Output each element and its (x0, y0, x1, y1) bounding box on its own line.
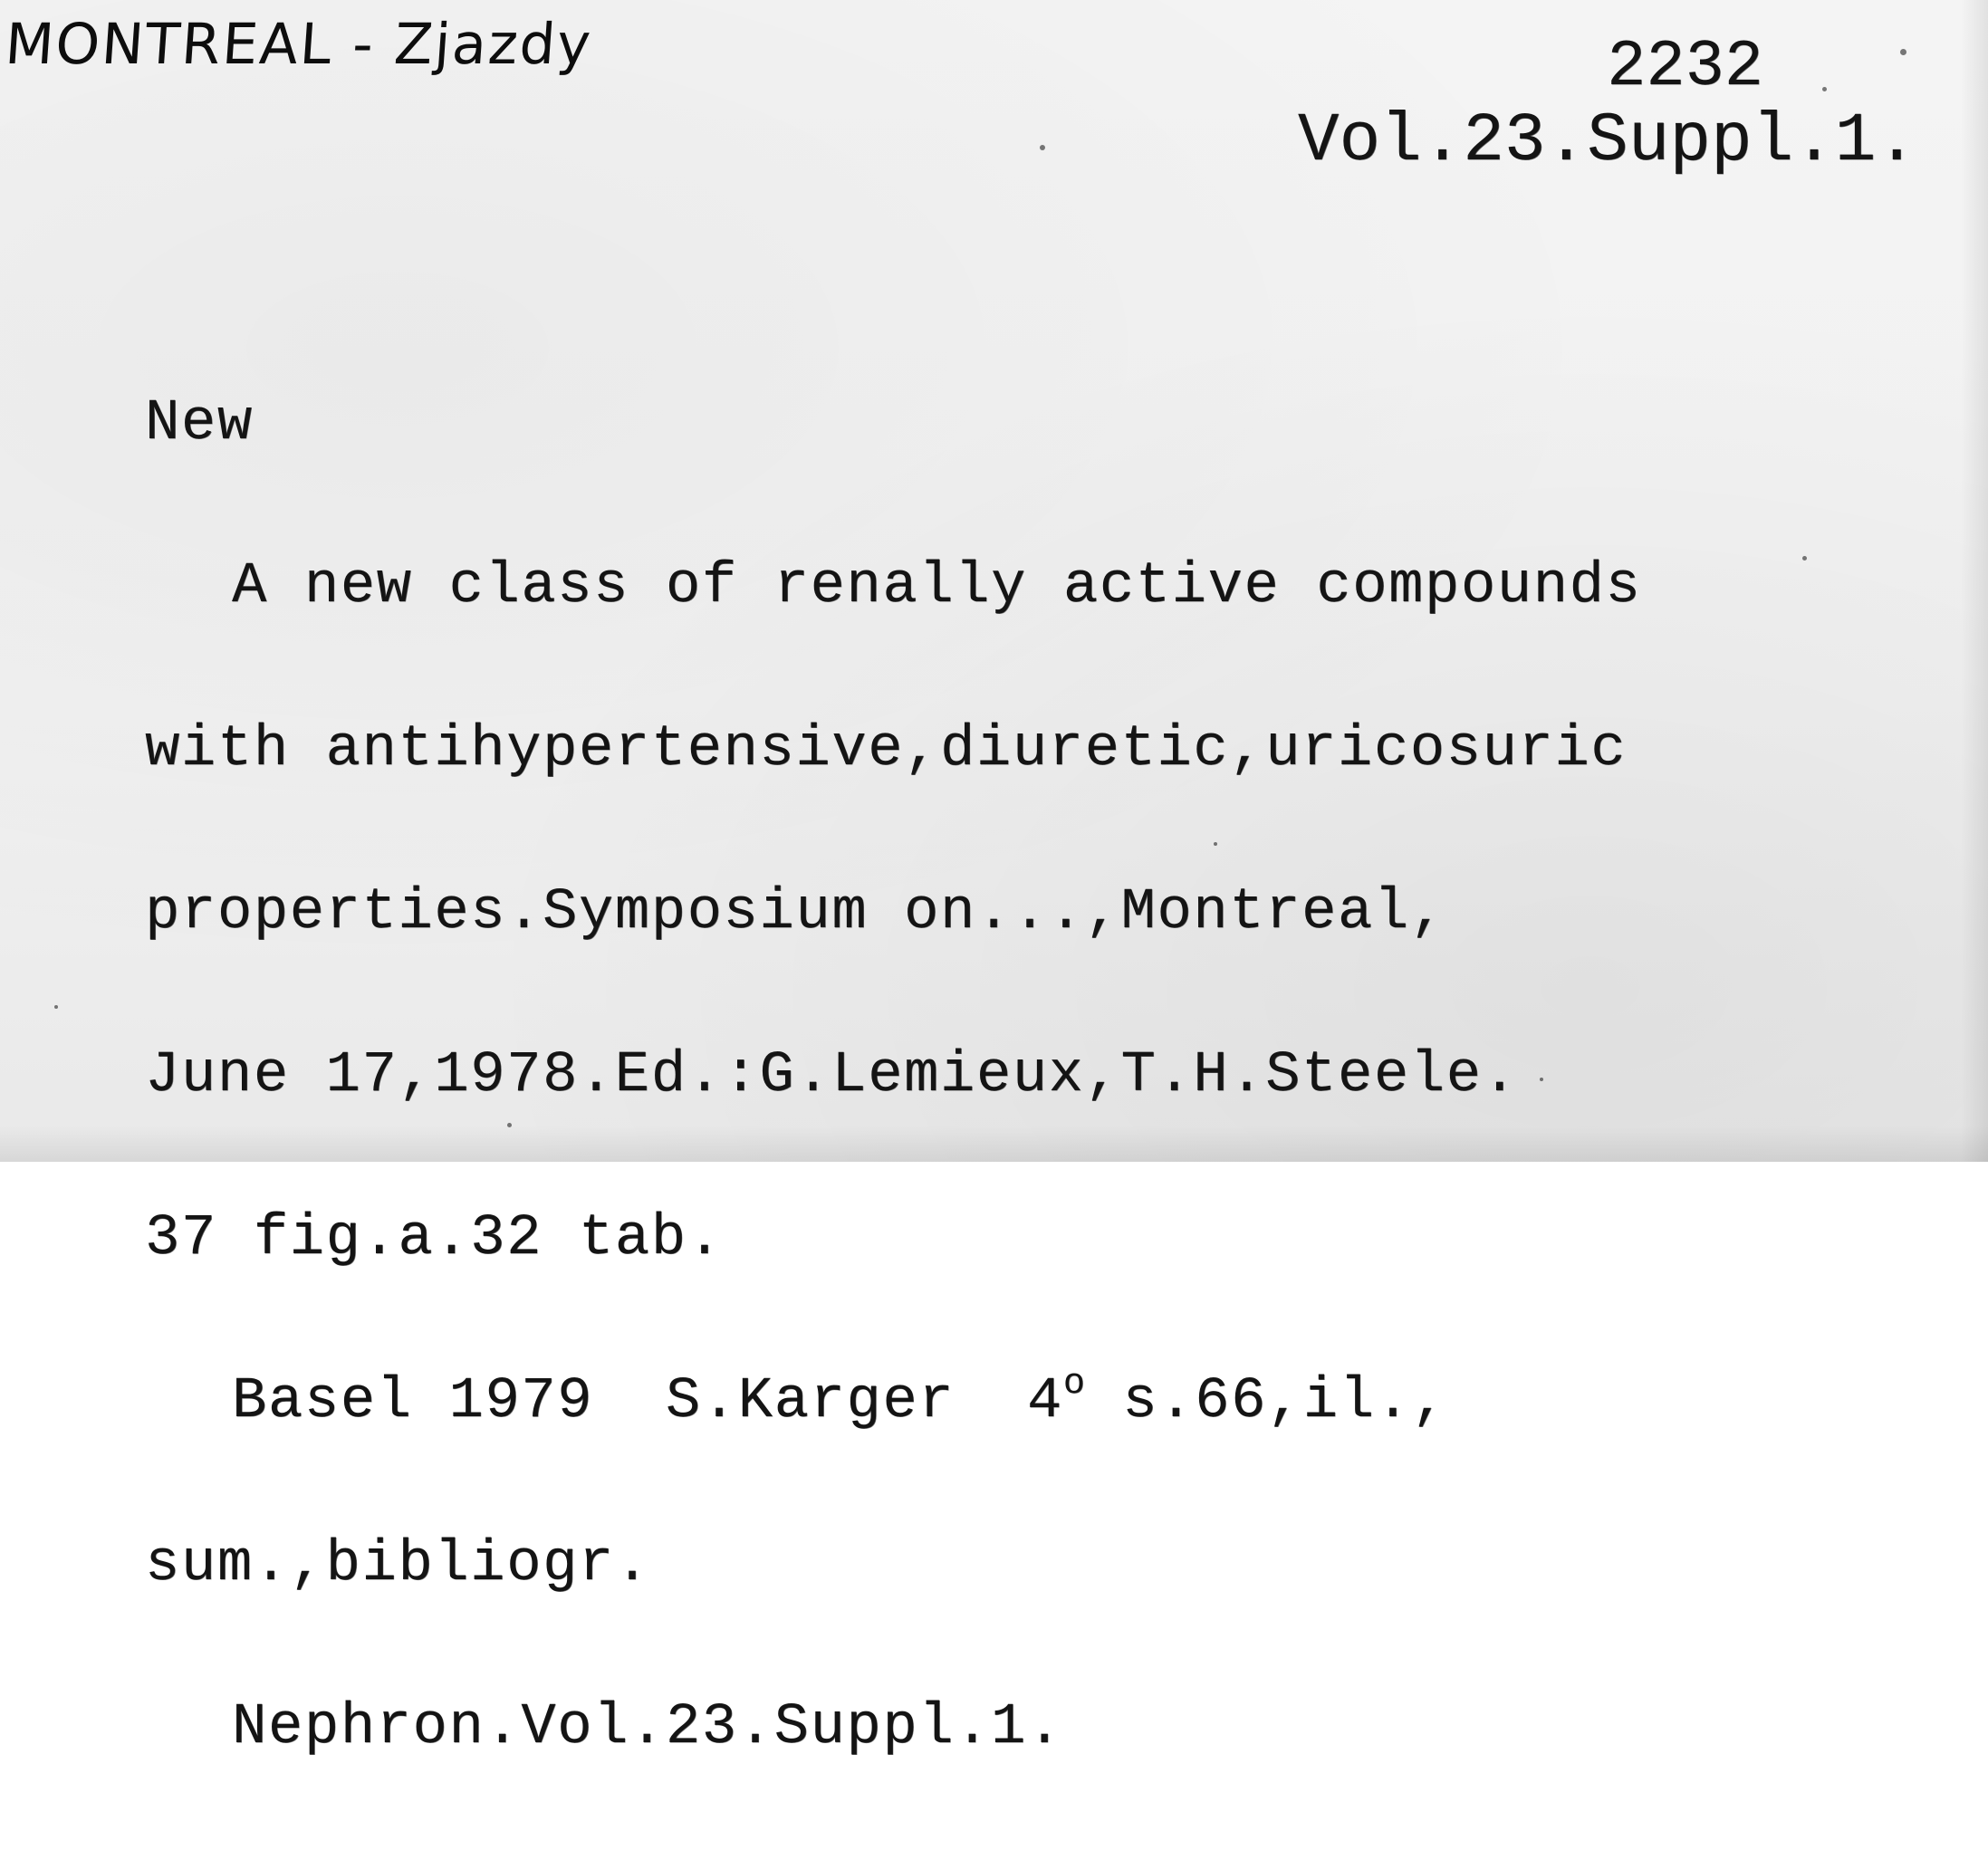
call-number: 2232 (1607, 30, 1763, 104)
entry-line-notes: sum.,bibliogr. (145, 1532, 651, 1597)
paper-speck (54, 1005, 58, 1009)
entry-line-editors: June 17,1978.Ed.:G.Lemieux,T.H.Steele. (145, 1043, 1519, 1108)
entry-line-title: A new class of renally active compounds (232, 554, 1642, 619)
paper-speck (1822, 87, 1827, 91)
paper-speck (1802, 556, 1807, 561)
entry-line-series: Nephron.Vol.23.Suppl.1. (232, 1695, 1063, 1760)
entry-line-keyword: New (145, 391, 254, 456)
entry-line-title-cont: with antihypertensive,diuretic,uricosuric (145, 717, 1628, 782)
format-degree-mark: o (1062, 1364, 1087, 1404)
paper-speck (1900, 49, 1906, 55)
card-shadow-bottom (0, 1126, 1988, 1162)
bibliographic-entry (145, 288, 1641, 1864)
paper-speck (1540, 1078, 1543, 1081)
handwritten-heading: MONTREAL - Zjazdy (3, 11, 595, 77)
entry-line-imprint (145, 1364, 1641, 1434)
entry-line-illustrations: 37 fig.a.32 tab. (145, 1206, 724, 1271)
imprint-publisher: Basel 1979 S.Karger 4 (232, 1369, 1063, 1434)
volume-reference: Vol.23.Suppl.1. (1297, 102, 1917, 180)
paper-speck (1040, 145, 1045, 150)
entry-line-symposium: properties.Symposium on...,Montreal, (145, 880, 1446, 945)
paper-speck (1214, 842, 1217, 846)
imprint-pages: s.66,il., (1086, 1369, 1448, 1434)
card-shadow-right (1961, 0, 1988, 1162)
